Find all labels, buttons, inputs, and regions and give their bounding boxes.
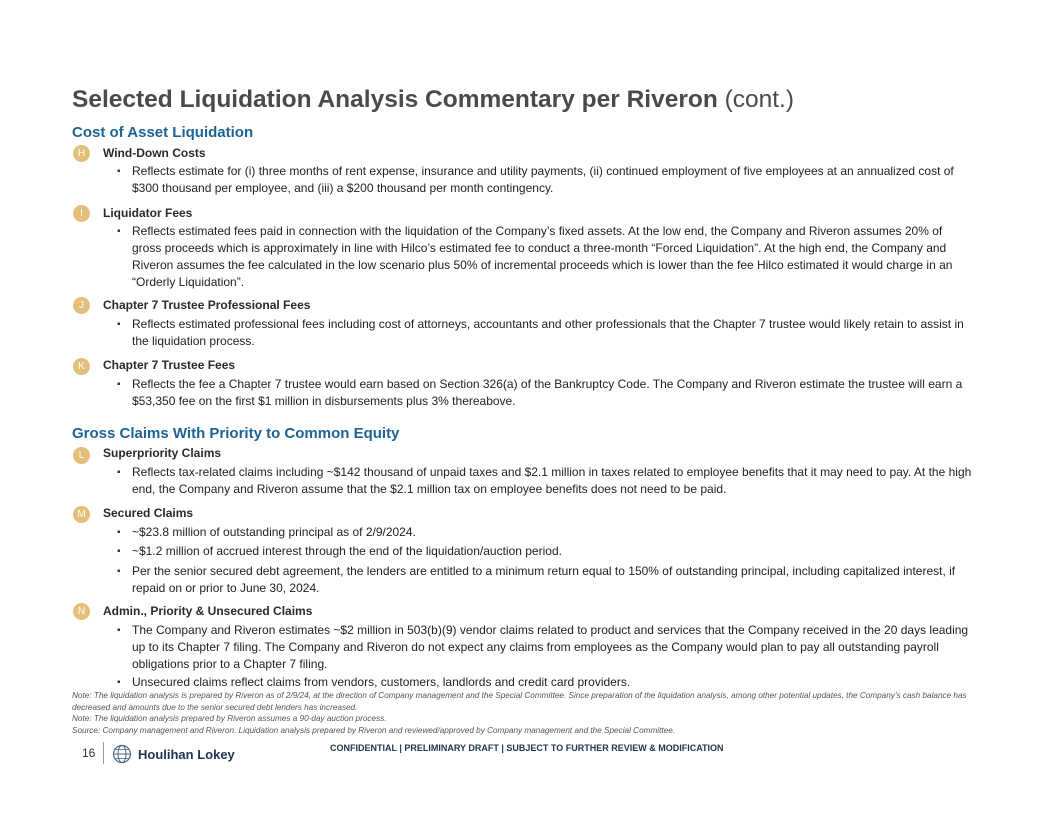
item-heading-secured-claims: Secured Claims <box>103 506 194 520</box>
badge-h: H <box>73 145 90 162</box>
houlihan-lokey-logo <box>112 743 235 765</box>
footer-divider <box>103 742 104 764</box>
bullet-trustee-professional-fees: ▪ Reflects estimated professional fees including cost of attorneys, accountants and other professionals that the Chapter 7 trustee would likely retain to assist in the liquidation process. <box>132 316 972 350</box>
page-number: 16 <box>82 746 96 760</box>
page-title: Selected Liquidation Analysis Commentary per Riveron (cont.) <box>72 86 795 113</box>
bullet-secured-interest: ▪ ~$1.2 million of accrued interest through the end of the liquidation/auction period. <box>132 543 972 560</box>
bullet-vendor-claims: ▪ The Company and Riveron estimates ~$2 million in 503(b)(9) vendor claims related to product and services that the Company received in the 20 days leading up to its Chapter 7 filing. The Company and Riveron do not expect any claims from employees as the Company would plan to pay all outstanding payroll obligations prior to a Chapter 7 filing. <box>132 622 972 673</box>
section-heading-cost-of-asset-liquidation: Cost of Asset Liquidation <box>72 124 254 141</box>
item-heading-wind-down-costs: Wind-Down Costs <box>103 146 206 160</box>
footnotes <box>72 690 972 736</box>
section-heading-gross-claims: Gross Claims With Priority to Common Equity <box>72 425 400 442</box>
badge-i: I <box>73 205 90 222</box>
footnote: Note: The liquidation analysis prepared by Riveron assumes a 90-day auction process. <box>72 714 387 723</box>
badge-k: K <box>73 358 90 375</box>
bullet-unsecured-claims: ▪ Unsecured claims reflect claims from vendors, customers, landlords and credit card providers. <box>132 674 972 691</box>
footnote: Source: Company management and Riveron. Liquidation analysis prepared by Riveron and reviewed/approved by Company management and the Special Committee. <box>72 725 676 735</box>
item-heading-superpriority-claims: Superpriority Claims <box>103 446 222 460</box>
bullet-secured-principal: ▪ ~$23.8 million of outstanding principal as of 2/9/2024. <box>132 524 972 541</box>
item-heading-trustee-fees: Chapter 7 Trustee Fees <box>103 358 236 372</box>
item-heading-trustee-professional-fees: Chapter 7 Trustee Professional Fees <box>103 298 311 312</box>
badge-j: J <box>73 297 90 314</box>
bullet-superpriority: ▪ Reflects tax-related claims including ~$142 thousand of unpaid taxes and $2.1 million in taxes related to employee benefits that it may need to pay. At the high end, the Company and Riveron assume that the $2.1 million tax on employee benefits does not need to be paid. <box>132 464 972 498</box>
item-heading-admin-priority-unsecured: Admin., Priority & Unsecured Claims <box>103 604 313 618</box>
bullet-trustee-fees: ▪ Reflects the fee a Chapter 7 trustee would earn based on Section 326(a) of the Bankruptcy Code. The Company and Riveron estimate the trustee will earn a $53,350 fee on the first $1 million in disbursements plus 3% thereabove. <box>132 376 972 410</box>
badge-m: M <box>73 506 90 523</box>
bullet-liquidator-fees: ▪ Reflects estimated fees paid in connection with the liquidation of the Company’s fixed assets. At the low end, the Company and Riveron assumes 20% of gross proceeds which is approximately in line with Hilco’s estimated fee to conduct a three-month “Forced Liquidation”. At the high end, the Company and Riveron assumes the fee calculated in the low scenario plus 50% of incremental proceeds which is lower than the fee Hilco estimated it would charge in an “Orderly Liquidation”. <box>132 223 972 291</box>
item-heading-liquidator-fees: Liquidator Fees <box>103 206 193 220</box>
bullet-wind-down: ▪ Reflects estimate for (i) three months of rent expense, insurance and utility payments, (ii) continued employment of five employees at an annualized cost of $300 thousand per employee, and (iii) a $200 thousand per month contingency. <box>132 163 972 197</box>
globe-icon <box>112 744 132 764</box>
logo-text: Houlihan Lokey <box>138 746 235 762</box>
bullet-secured-min-return: ▪ Per the senior secured debt agreement, the lenders are entitled to a minimum return equal to 150% of outstanding principal, including capitalized interest, if repaid on or prior to June 30, 2024. <box>132 563 972 597</box>
page-title-suffix: (cont.) <box>724 86 795 113</box>
confidential-banner: CONFIDENTIAL | PRELIMINARY DRAFT | SUBJECT TO FURTHER REVIEW & MODIFICATION <box>330 743 724 753</box>
badge-n: N <box>73 603 90 620</box>
footnote: Note: The liquidation analysis is prepared by Riveron as of 2/9/24, at the direction of Company management and the Special Committee. Since preparation of the liquidation analysis, among other potential updates, the Company’s cash balance has decreased and amounts due to the senior secured debt lenders has increased. <box>72 691 967 712</box>
badge-l: L <box>73 447 90 464</box>
